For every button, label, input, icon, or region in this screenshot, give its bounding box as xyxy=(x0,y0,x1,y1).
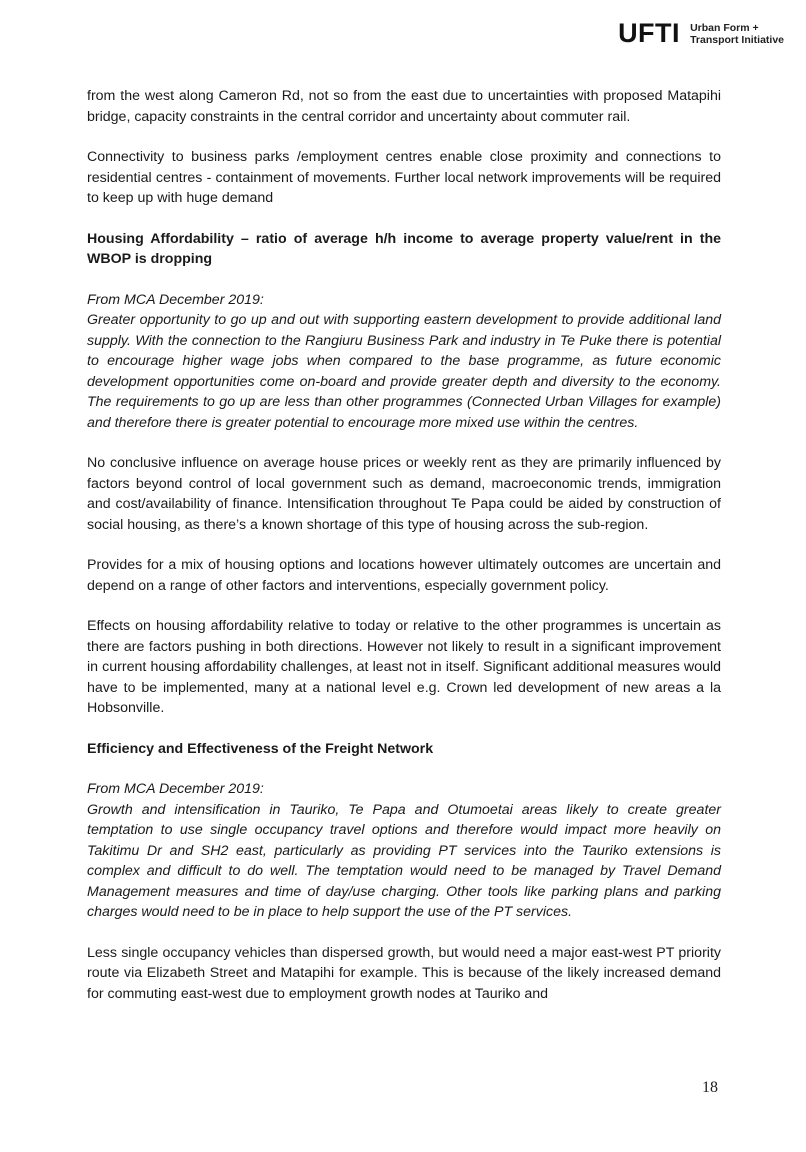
document-body xyxy=(87,86,721,1004)
mca-label: From MCA December 2019: xyxy=(87,291,264,308)
paragraph: Connectivity to business parks /employment centres enable close proximity and connections to residential centres - containment of movements. Further local network improvements will be required to keep up with huge demand xyxy=(87,149,721,206)
paragraph: Less single occupancy vehicles than dispersed growth, but would need a major east-west PT priority route via Elizabeth Street and Matapihi for example. This is because of the likely increased demand for commuting east-west due to employment growth nodes at Tauriko and xyxy=(87,944,721,1002)
header-logo xyxy=(618,20,784,47)
ufti-logo: UFTI xyxy=(618,18,681,48)
logo-subtitle xyxy=(690,22,784,46)
mca-quote: Greater opportunity to go up and out with supporting eastern development to provide additional land supply. With the connection to the Rangiuru Business Park and industry in Te Puke there is potential to encourage higher wage jobs when compared to the base programme, as future economic development opportunities come on-board and provide greater depth and diversity to the economy. The requirements to go up are less than other programmes (Connected Urban Villages for example) and therefore there is greater potential to encourage more mixed use within the centres. xyxy=(87,312,721,431)
page-number: 18 xyxy=(702,1079,718,1096)
mca-label: From MCA December 2019: xyxy=(87,781,264,797)
logo-subtitle-line-2: Transport Initiative xyxy=(690,33,784,46)
mca-quote: Growth and intensification in Tauriko, Te Papa and Otumoetai areas likely to create greater temptation to use single occupancy travel options and therefore would impact more heavily on Takitimu Dr and SH2 east, particularly as providing PT services into the Tauriko extensions is complex and difficult to do well. The temptation would need to be managed by Travel Demand Management measures and time of day/use charging. Other tools like parking plans and parking charges would need to be in place to help support the use of the PT services. xyxy=(87,801,721,920)
paragraph: Provides for a mix of housing options and locations however ultimately outcomes are uncertain and depend on a range of other factors and interventions, especially government policy. xyxy=(87,557,721,594)
paragraph: Effects on housing affordability relative to today or relative to the other programmes is uncertain as there are factors pushing in both directions. However not likely to result in a significant improvement in current housing affordability challenges, at least not in itself. Significant additional measures would have to be implemented, many at a national level e.g. Crown led development of new areas a la Hobsonville. xyxy=(87,618,721,716)
paragraph: No conclusive influence on average house prices or weekly rent as they are primarily influenced by factors beyond control of local government such as demand, macroeconomic trends, immigration and cost/availability of finance. Intensification throughout Te Papa could be aided by construction of social housing, as there’s a known shortage of this type of housing across the sub-region. xyxy=(87,455,721,533)
section-heading-freight-network: Efficiency and Effectiveness of the Freight Network xyxy=(87,740,434,757)
section-heading-housing-affordability: Housing Affordability – ratio of average h/h income to average property value/rent in the WBOP is dropping xyxy=(87,230,721,267)
paragraph: from the west along Cameron Rd, not so from the east due to uncertainties with proposed Matapihi bridge, capacity constraints in the central corridor and uncertainty about commuter rail. xyxy=(87,88,721,125)
logo-subtitle-line-1: Urban Form + xyxy=(690,21,759,34)
